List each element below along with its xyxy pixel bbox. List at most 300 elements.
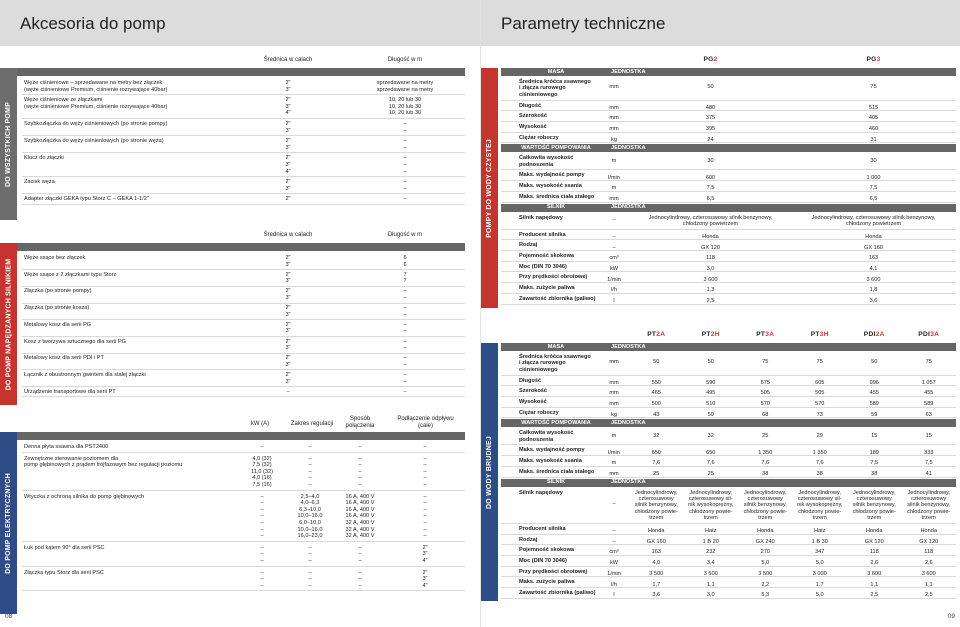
left-header-bar [0,0,480,46]
spec-value: 650 [706,449,716,456]
unit-value: mm [609,359,619,366]
parameter-name: Rodzaj [519,242,538,249]
spec-value: chłodzony powie- [852,508,896,515]
parameter-name: Zawartość zbiornika (paliwo) [519,295,596,302]
row-divider [501,598,956,599]
spec-value: 50 [653,359,660,366]
spec-value: 189 [869,449,879,456]
section-side-text: DO WSZYSTKICH POMP [5,101,13,187]
parameter-name: Średnica króćca ssawnego [519,79,591,85]
row-divider [22,566,465,567]
accessory-kw: – [260,444,264,450]
spec-value: 118 [869,549,879,556]
accessory-diam: 2" [285,196,291,203]
right-page-title: Parametry techniczne [501,14,666,33]
table-side-label [481,343,498,601]
spec-value: 996 [869,379,879,386]
group-label: SILNIK [546,204,566,211]
spec-value: 30 [707,157,714,164]
spec-value: 232 [706,549,716,556]
accessory-diam: 3" [285,144,291,151]
accessory-conn: 2" [422,569,428,576]
parameter-name: Długość [519,377,542,384]
spec-value: GX 120 [919,538,939,545]
spec-value: trzem [812,515,827,522]
accessory-diam: 3" [285,86,291,93]
accessory-name: Węże ciśnieniowe – sprzedawane na metry bez złączek [24,80,163,86]
spec-value: 2,5 [924,592,933,599]
accessory-kw: – [260,558,264,564]
spec-value: 495 [706,390,716,397]
spec-value: 3,6 [652,592,661,599]
right-page [480,0,960,627]
accessory-len: – [403,345,407,352]
parameter-name: Maks. zużycie paliwa [519,285,575,292]
accessory-kw: – [260,569,264,576]
spec-value: 3 600 [703,276,718,283]
column-header: Długość w m [387,232,423,238]
spec-value: trzem [867,515,882,522]
spec-value: 38 [762,471,769,477]
accessory-reg: – [308,455,312,462]
spec-value: 41 [925,471,932,477]
accessory-len: 6 [403,261,407,268]
spec-value: 75 [870,84,877,91]
spec-value: silnik benzynowy, [743,502,787,509]
column-header: Średnica w calach [263,232,313,238]
accessory-reg: – [308,558,312,564]
table-side-text: DO WODY BRUDNEJ [486,435,494,509]
spec-value: 25 [762,432,769,439]
section-side-text: DO POMP NAPĘDZANYCH SILNIKIEM [5,258,12,390]
spec-value: 570 [760,401,770,408]
row-divider [22,303,465,304]
spec-value: 600 [705,174,716,181]
accessory-kw: 11,0 (32) [251,468,273,475]
model-name [847,331,902,338]
row-divider [501,444,956,445]
accessory-len: sprzedawane na metry [376,86,434,93]
accessory-diam: 4" [285,110,291,117]
section-side-label [0,432,17,614]
accessory-len: – [403,305,407,312]
section-side-text: DO POMP ELEKTRYCZNYCH [5,472,12,574]
row-divider [22,118,465,119]
accessory-conn: 4" [422,582,428,589]
accessory-conn: – [423,462,427,469]
accessory-name: Zewnętrzne sterowanie poziomem dla [24,455,119,462]
parameter-name: Przy prędkości obrotowej [519,274,588,281]
accessory-conn: – [423,506,427,513]
spec-value: 1 350 [812,449,827,456]
model-number: 2A [875,331,885,338]
accessory-kw: – [260,506,264,513]
unit-column-label: JEDNOSTKA [611,420,646,426]
spec-value: 163 [651,549,661,556]
row-divider [501,121,956,122]
spec-value: 1,7 [652,581,661,588]
spec-value: 50 [871,359,878,366]
parameter-name: Pojemność skokowa [519,547,575,554]
spec-value: 63 [925,411,932,418]
model-name [629,331,684,338]
accessory-kw: 4,0 (32) [252,455,272,462]
accessory-name: Węże ssące bez złączek [24,255,86,261]
parameter-name: Producent silnika [519,231,566,238]
unit-value: kW [609,265,619,272]
unit-column-label: JEDNOSTKA [611,479,646,486]
accessory-kw: – [260,526,264,533]
left-page-title: Akcesoria do pomp [20,14,166,33]
right-header-bar [481,0,960,46]
spec-value: 505 [815,390,825,397]
spec-value: Honda [757,528,774,534]
accessory-kw: – [260,513,264,520]
row-divider [22,336,465,337]
accessory-diam: 3" [285,278,291,285]
column-header: (cale) [417,422,433,429]
accessory-conn: – [423,482,427,488]
accessory-name: Metalowy kosz dla serii PG [24,321,92,328]
accessory-name: Węże ciśnieniowe ze złączkami [24,97,103,104]
spec-value: chłodzony powie- [634,508,678,515]
spec-value: 375 [705,115,716,122]
spec-value: trzem [921,515,936,522]
spec-value: czterosuwowy [747,495,783,502]
accessory-reg: 4,0–6,3 [300,500,320,507]
accessory-name: Kosz z tworzywa sztucznego dla serii PG [24,338,126,345]
spec-value: 75 [816,359,823,366]
spec-value: 24 [707,136,714,143]
accessory-name: Szybkozłączka do węży ciśnieniowych (po stronie węża) [24,138,164,145]
row-divider [22,452,465,453]
column-header: Średnica w calach [263,57,313,63]
unit-value: mm [609,379,619,386]
spec-value: 515 [868,104,879,111]
spec-value: nik wysokoprężny, [797,502,843,509]
section-header-band [17,68,465,76]
accessory-kw: – [260,533,264,540]
unit-value: m [611,157,617,164]
spec-value: Honda [866,528,883,534]
spec-value: 7,6 [706,460,715,467]
spec-value: chłodzony powietrzem [682,220,739,227]
spec-value: 32 [707,432,714,439]
spec-value: Honda [865,233,882,240]
table-side-text: POMPY DO WODY CZYSTEJ [486,138,494,238]
row-divider [501,587,956,588]
row-divider [501,534,956,535]
unit-value: mm [609,390,619,397]
column-header: Podłączenie odpływu [397,416,454,422]
accessory-len: – [403,185,407,192]
accessory-way: – [358,544,362,551]
accessory-reg: – [308,551,312,558]
accessory-reg: – [308,482,312,488]
group-label: WARTOŚĆ POMPOWANIA [521,145,591,151]
spec-value: Jednocylindrowy, [907,489,950,496]
accessory-reg: – [308,444,312,450]
accessory-diam: 3" [285,378,291,385]
accessory-reg: 10,0–16,0 [297,526,323,533]
accessory-way: 16 A, 400 V [345,513,375,520]
column-header: Zakres regulacji [290,421,334,427]
row-divider [22,590,465,591]
column-header: kW (A) [250,421,270,427]
spec-value: 5,0 [761,560,770,567]
spec-value: 43 [653,411,660,418]
accessory-kw: 7,5 (16) [252,482,272,488]
accessory-len: 10, 20 lub 30 [388,97,422,104]
spec-value: 589 [924,401,934,408]
spec-value: GX 120 [864,538,884,545]
spec-value: Jednocylindrowy, [798,489,841,496]
spec-value: 4,0 [652,560,661,567]
accessory-diam: 3" [285,311,291,318]
accessory-diam: 2" [285,338,291,345]
accessory-way: – [358,468,362,475]
spec-value: 31 [870,136,877,143]
spec-value: GX 160 [646,538,666,545]
spec-value: 25 [653,471,660,477]
accessory-diam: 2" [285,321,291,328]
accessory-kw: – [260,500,264,507]
accessory-conn: – [423,513,427,520]
spec-value: 15 [925,432,932,439]
spec-value: 2,2 [761,581,770,588]
spec-value: 3 500 [758,570,773,577]
accessory-reg: 16,0–23,0 [297,533,323,540]
parameter-name: Całkowita wysokość [519,430,574,437]
accessory-name: Wtyczka z ochroną silnika do pomp głębinowych [24,493,145,500]
row-divider [501,261,956,262]
parameter-name: Producent silnika [519,525,566,532]
spec-value: nik wysokoprężny, [688,502,734,509]
spec-value: 59 [871,411,878,418]
unit-value: – [612,528,616,534]
row-divider [501,385,956,386]
spec-value: 605 [815,379,825,386]
accessory-conn: 3" [422,551,428,558]
row-divider [501,100,956,101]
spec-value: 68 [762,411,769,418]
accessory-len: 7 [403,271,407,278]
accessory-diam: 2" [285,155,291,162]
parameter-name: Pojemność skokowa [519,253,575,259]
spec-value: 550 [651,379,661,386]
spec-value: 1,1 [706,581,715,588]
row-divider [501,466,956,467]
spec-value: 2,5 [706,298,715,304]
accessory-diam: 2" [285,271,291,278]
spec-value: chłodzony powietrzem [845,220,902,227]
row-divider [22,286,465,287]
row-divider [22,369,465,370]
accessory-diam: 2" [285,80,291,86]
section-header-band [17,432,465,440]
parameter-name: i złącza rurowego [519,360,566,367]
spec-value: 1,8 [869,287,878,294]
spec-value: Jednocylindrowy, czterosuwowy silnik benzynowy, [648,214,773,221]
row-divider [501,110,956,111]
unit-column-label: JEDNOSTKA [611,68,646,75]
unit-value: mm [609,471,619,477]
spec-value: 405 [868,115,879,122]
accessory-len: – [403,288,407,295]
spec-value: 1 B 30 [811,538,828,545]
accessory-len: – [403,179,407,186]
accessory-way: 32 A, 400 V [345,533,375,540]
spec-value: czterosuwowy sil- [688,495,733,502]
parameter-name: Maks. wydajność pompy [519,447,585,454]
spec-value: 460 [868,126,879,133]
accessory-diam: 3" [285,261,291,268]
row-divider [501,229,956,230]
accessory-len: – [403,162,407,168]
section-side-label [0,243,17,405]
model-name [792,56,955,63]
spec-value: trzem [758,515,773,522]
accessory-len: – [403,138,407,145]
accessory-diam: 2" [285,121,291,127]
spec-value: 7,6 [652,460,661,467]
parameter-name: Moc (DIN 70 3046) [519,263,567,270]
model-prefix: PT [701,331,711,338]
spec-value: Honda [702,233,719,240]
accessory-name: Zacisk węża [24,179,55,186]
unit-value: mm [609,104,619,111]
accessory-len: – [403,144,407,151]
accessory-conn: – [423,444,427,450]
spec-value: 118 [924,549,934,556]
spec-value: 465 [651,390,661,397]
accessory-len: – [403,127,407,134]
accessory-reg: – [308,462,312,469]
accessory-way: – [358,551,362,558]
parameter-name: Wysokość [519,398,547,405]
model-prefix: PDI [918,331,931,338]
spec-value: czterosuwowy [856,495,892,502]
row-divider [501,566,956,567]
spec-value: 15 [871,432,878,439]
spec-value: 590 [706,379,716,386]
unit-column-label: JEDNOSTKA [611,204,646,211]
column-header: Długość w m [387,57,423,63]
parameter-name: Maks. wysokość ssania [519,183,582,190]
spec-value: 1,1 [870,581,879,588]
parameter-name: Maks. zużycie paliwa [519,579,575,586]
accessory-diam: 3" [285,103,291,110]
row-divider [22,94,465,95]
accessory-reg: – [308,468,312,475]
spec-value: 118 [706,255,715,262]
group-label: MASA [547,68,565,75]
parameter-name: Moc (DIN 70 3046) [519,557,567,564]
spec-value: 3 500 [703,570,718,577]
spec-value: chłodzony powie- [798,508,842,515]
row-divider [501,455,956,456]
spec-value: 455 [924,390,934,397]
accessory-reg: 2,5–4,0 [300,493,320,500]
accessory-kw: 7,5 (32) [252,462,272,469]
unit-value: cm³ [609,549,619,556]
unit-column-label: JEDNOSTKA [611,343,646,350]
model-number: 3A [765,331,775,338]
row-divider [22,353,465,354]
accessory-way: – [358,482,362,488]
spec-value: 1 350 [758,449,773,456]
spec-value: czterosuwowy [638,495,674,502]
accessory-way: – [358,475,362,482]
spec-value: 3 600 [921,570,936,577]
column-header: połączenia [345,422,375,429]
spec-value: 3 600 [867,570,882,577]
model-number: 2A [656,331,666,338]
accessory-kw: – [260,582,264,589]
spec-value: 505 [760,390,770,397]
row-divider [501,202,956,203]
accessory-conn: 2" [422,544,428,551]
spec-value: 59 [707,411,714,418]
parameter-name: Maks. średnica ciała stałego [519,193,595,200]
spec-value: 25 [707,471,714,477]
accessory-len: sprzedawane na metry [376,80,434,86]
spec-value: Jednocylindrowy, [853,489,896,496]
spec-value: Jednocylindrowy, [744,489,787,496]
unit-value: mm [609,115,619,122]
parameter-name: i złącza rurowego [519,85,566,92]
accessory-diam: 2" [285,138,291,145]
group-label: WARTOŚĆ POMPOWANIA [521,420,591,426]
accessory-len: 10, 20 lub 30 [388,103,422,110]
row-divider [501,523,956,524]
unit-value: m [611,432,617,439]
spec-value: 32 [653,432,660,439]
accessory-conn: 4" [422,558,428,564]
unit-value: 1/min [607,570,621,577]
accessory-len: – [403,311,407,318]
row-divider [501,555,956,556]
accessory-len: – [403,321,407,328]
spec-value: 589 [869,401,879,408]
spec-value: 7,5 [870,460,879,467]
parameter-name: Maks. średnica ciała stałego [519,468,595,475]
row-divider [501,304,956,305]
spec-value: 3 500 [649,570,664,577]
model-prefix: PT [756,331,766,338]
spec-value: czterosuwowy sil- [797,495,842,502]
spec-value: 3 600 [866,276,881,283]
spec-value: 30 [870,157,877,164]
accessory-name: (węże ciśnieniowe Premium, ciśnienie rozrywające 40bar) [24,103,168,110]
model-prefix: PT [647,331,657,338]
accessory-way: 32 A, 400 V [345,526,375,533]
spec-value: 7,6 [761,460,770,467]
spec-value: trzem [649,515,664,522]
row-divider [22,204,465,205]
spec-value: 333 [924,449,934,456]
spec-value: silnik benzynowy, [852,502,896,509]
model-prefix: PT [810,331,820,338]
spec-value: 2,5 [870,592,879,599]
spec-value: chłodzony powie- [743,508,787,515]
row-divider [501,576,956,577]
model-name [684,331,739,338]
unit-value: l/h [611,287,617,294]
parameter-name: Silnik napędowy [519,214,563,221]
parameter-name: Długość [519,102,542,109]
accessory-diam: 2" [285,355,291,362]
